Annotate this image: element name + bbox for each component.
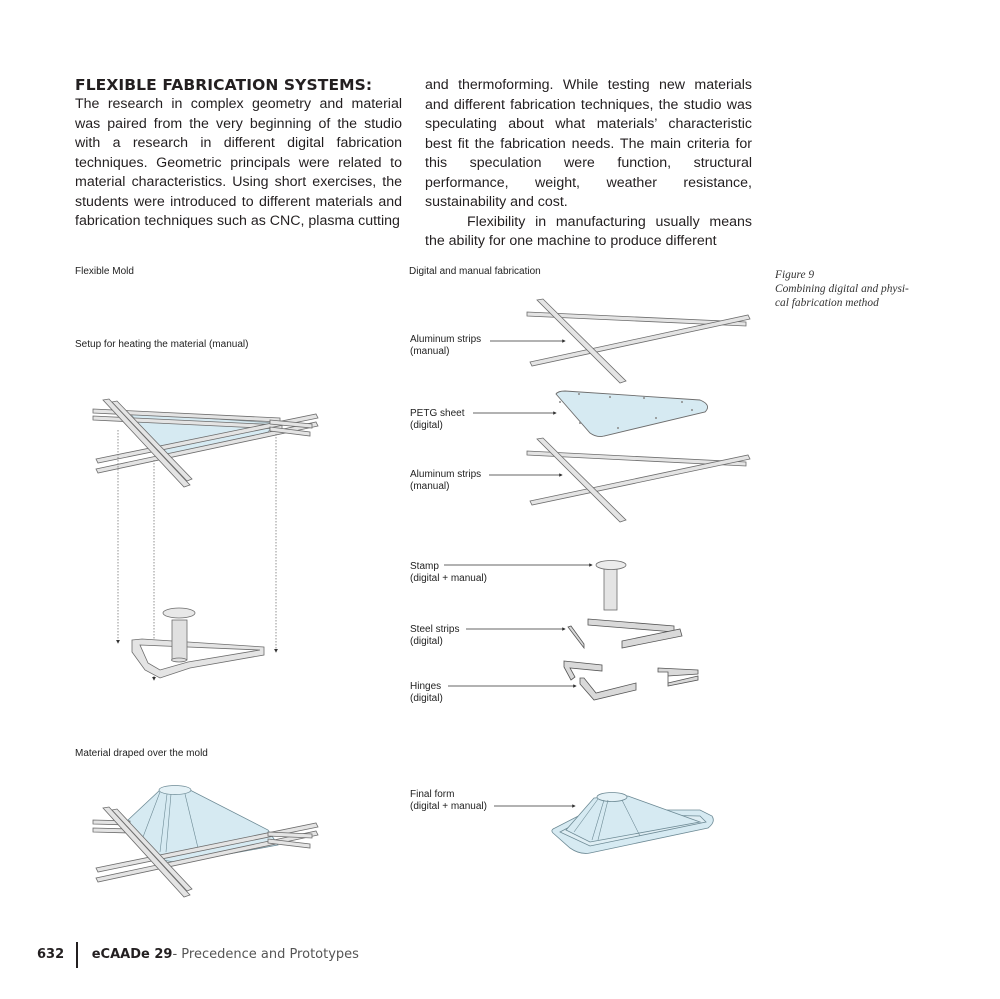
label-hinges <box>410 681 443 704</box>
label-material-draped: Material draped over the mold <box>75 748 208 759</box>
label-line: (manual) <box>410 480 450 492</box>
label-line: (digital + manual) <box>410 800 487 812</box>
steel-strip <box>588 619 674 632</box>
label-line: Aluminum strips <box>410 334 482 345</box>
stamp-top <box>163 608 195 618</box>
label-setup-heating: Setup for heating the material (manual) <box>75 339 249 350</box>
label-stamp <box>410 561 487 584</box>
label-line: Steel strips <box>410 624 460 635</box>
label-aluminum-strips-bottom <box>410 469 481 492</box>
page-footer <box>37 944 359 966</box>
stamp-stem <box>604 568 617 610</box>
label-flexible-mold: Flexible Mold <box>75 266 134 277</box>
section-name: - Precedence and Prototypes <box>172 947 359 962</box>
paragraph-right-2: Flexibility in manufacturing usually means the ability for one machine to produce different <box>425 213 752 249</box>
label-steel-strips <box>410 624 459 647</box>
label-digital-manual: Digital and manual fabrication <box>409 266 541 277</box>
aluminum-strip <box>537 438 626 522</box>
figure-number: Figure 9 <box>775 269 815 281</box>
stamp-top <box>596 561 626 570</box>
label-line: (digital) <box>410 692 443 704</box>
section-heading: FLEXIBLE FABRICATION SYSTEMS: <box>75 76 373 94</box>
heating-setup-drawing <box>93 399 318 680</box>
label-line: PETG sheet <box>410 408 465 419</box>
hinge <box>580 678 636 700</box>
steel-strip <box>568 626 584 648</box>
exploded-assembly-drawing <box>527 299 750 853</box>
paragraph-right-1: and thermoforming. While testing new materials and different fabrication techniques, the studio was speculating about what materials’ characteristic best fit the fabrication needs. The main criteria for this speculation were function, structural performance, weight, weather resistance, sustainability and cost. <box>425 77 752 210</box>
final-form <box>552 793 713 854</box>
figure-caption <box>775 268 945 310</box>
label-line: (digital) <box>410 635 443 647</box>
label-line: Hinges <box>410 681 442 692</box>
petg-sheet <box>556 391 708 437</box>
paragraph-left: The research in complex geometry and material was paired from the very beginning of the studio with a research in different digital fabrication techniques. Geometric principals were related to material characteristics. Using short exercises, the students were introduced to different materials and fabrication techniques such as CNC, plasma cutting <box>75 96 402 229</box>
hinge <box>658 668 698 686</box>
label-aluminum-strips-top <box>410 334 481 357</box>
label-petg-sheet <box>410 408 464 431</box>
label-line: Final form <box>410 789 455 800</box>
caption-line: Combining digital and physi- <box>775 283 909 295</box>
steel-strip <box>622 629 682 648</box>
label-line: (manual) <box>410 345 450 357</box>
label-line: Aluminum strips <box>410 469 482 480</box>
label-line: (digital + manual) <box>410 572 487 584</box>
page-number: 632 <box>37 947 65 962</box>
footer-divider <box>76 942 78 968</box>
hinge <box>564 661 602 680</box>
label-line: Stamp <box>410 561 439 572</box>
label-final-form <box>410 789 487 812</box>
conference-name: eCAADe 29 <box>91 947 173 962</box>
label-line: (digital) <box>410 419 443 431</box>
draped-mold-drawing <box>93 786 318 898</box>
stamp-stem <box>172 620 187 660</box>
caption-line: cal fabrication method <box>775 297 879 309</box>
